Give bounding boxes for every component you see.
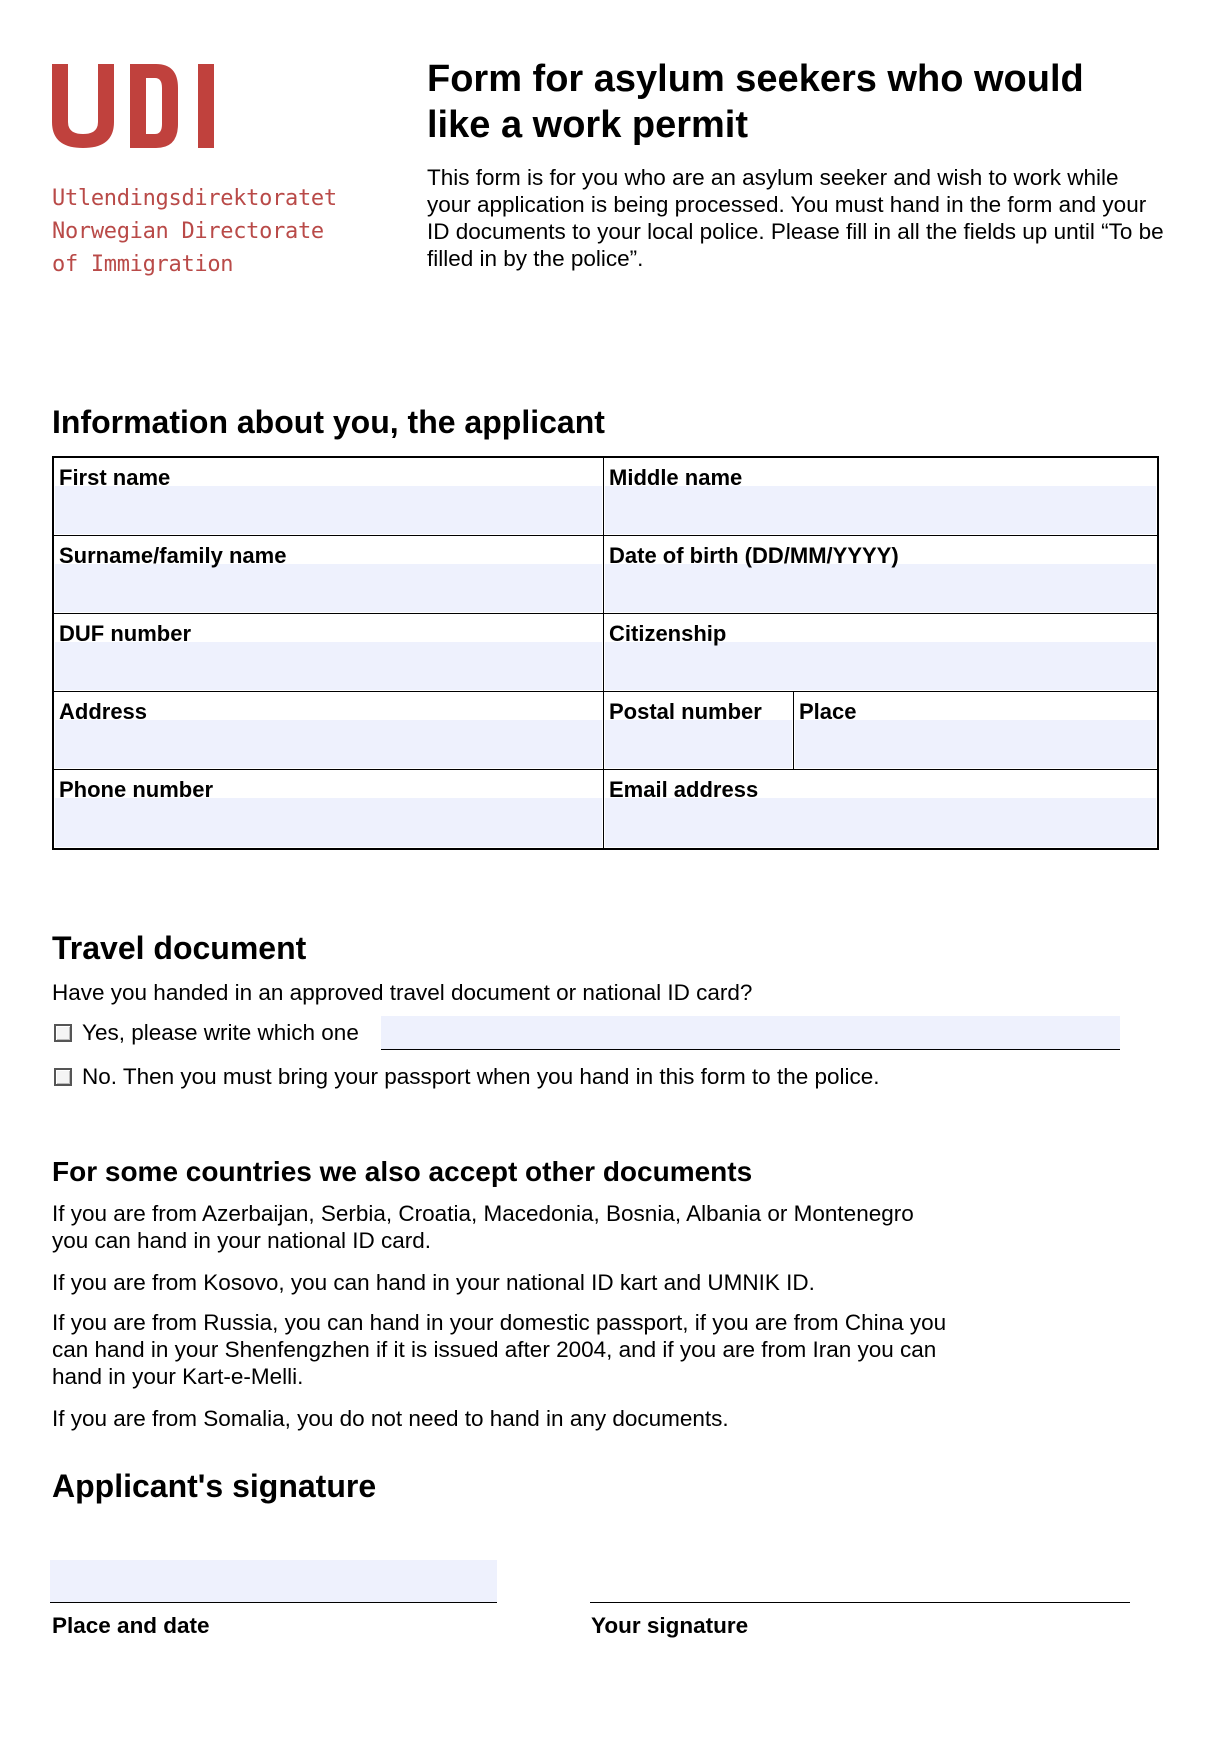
- travel-no-option: [54, 1064, 880, 1090]
- surname-cell: [54, 536, 604, 613]
- table-row: [54, 458, 1157, 536]
- travel-document-question: Have you handed in an approved travel document or national ID card?: [52, 980, 753, 1005]
- travel-yes-label: Yes, please write which one: [82, 1020, 359, 1045]
- duf-cell: [54, 614, 604, 691]
- intro-text: This form is for you who are an asylum seeker and wish to work while your application is being processed. You must hand in the form and your ID documents to your local police. Please fill in all the fields up until “To be filled in by the police”.: [427, 165, 1164, 271]
- travel-yes-checkbox[interactable]: [54, 1024, 72, 1042]
- address-field[interactable]: [55, 720, 602, 768]
- postal-label: Postal number: [609, 699, 762, 724]
- signature-heading: Applicant's signature: [52, 1468, 377, 1504]
- form-title: Form for asylum seekers who would like a work permit: [427, 58, 1084, 146]
- travel-no-label: No. Then you must bring your passport when you hand in this form to the police.: [82, 1064, 880, 1089]
- travel-document-heading: Travel document: [52, 930, 307, 966]
- middle-name-field[interactable]: [605, 486, 1156, 534]
- table-row: [54, 692, 1157, 770]
- udi-logo-mark: [52, 64, 352, 152]
- udi-wordmark-icon: [52, 64, 214, 148]
- phone-field[interactable]: [55, 798, 602, 847]
- citizenship-label: Citizenship: [609, 621, 727, 646]
- first-name-label: First name: [59, 465, 171, 490]
- other-documents-paragraph-1: If you are from Azerbaijan, Serbia, Croatia, Macedonia, Bosnia, Albania or Montenegro you can hand in your national ID card.: [52, 1201, 914, 1253]
- your-signature-label: Your signature: [591, 1613, 749, 1638]
- applicant-info-table: [52, 456, 1159, 850]
- dob-field[interactable]: [605, 564, 1156, 612]
- postal-cell: [604, 692, 794, 769]
- surname-label: Surname/family name: [59, 543, 287, 568]
- phone-cell: [54, 770, 604, 848]
- email-cell: [604, 770, 1157, 848]
- place-cell: [794, 692, 1157, 769]
- dob-label: Date of birth (DD/MM/YYYY): [609, 543, 899, 568]
- first-name-cell: [54, 458, 604, 535]
- table-row: [54, 614, 1157, 692]
- middle-name-label: Middle name: [609, 465, 743, 490]
- duf-label: DUF number: [59, 621, 191, 646]
- address-cell: [54, 692, 604, 769]
- first-name-field[interactable]: [55, 486, 602, 534]
- travel-no-checkbox[interactable]: [54, 1068, 72, 1086]
- address-label: Address: [59, 699, 148, 724]
- udi-logo: [52, 64, 352, 281]
- email-label: Email address: [609, 777, 759, 802]
- logo-line-2: Norwegian Directorate: [52, 219, 324, 244]
- place-and-date-field[interactable]: [50, 1560, 497, 1603]
- logo-line-3: of Immigration: [52, 252, 234, 277]
- citizenship-field[interactable]: [605, 642, 1156, 690]
- other-documents-paragraph-4: If you are from Somalia, you do not need to hand in any documents.: [52, 1406, 729, 1431]
- table-row: [54, 770, 1157, 848]
- other-documents-paragraph-3: If you are from Russia, you can hand in your domestic passport, if you are from China you can hand in your Shenfengzhen if it is issued after 2004, and if you are from Iran you can hand in your Kart-e-Melli.: [52, 1310, 947, 1389]
- logo-line-1: Utlendingsdirektoratet: [52, 186, 337, 211]
- applicant-info-heading: Information about you, the applicant: [52, 404, 605, 440]
- place-and-date-label: Place and date: [52, 1613, 210, 1638]
- email-field[interactable]: [605, 798, 1156, 847]
- travel-yes-option: [54, 1020, 359, 1046]
- surname-field[interactable]: [55, 564, 602, 612]
- place-field[interactable]: [795, 720, 1156, 768]
- table-row: [54, 536, 1157, 614]
- dob-cell: [604, 536, 1157, 613]
- travel-document-which-field[interactable]: [381, 1016, 1120, 1050]
- other-documents-heading: For some countries we also accept other documents: [52, 1156, 753, 1187]
- postal-field[interactable]: [605, 720, 792, 768]
- phone-label: Phone number: [59, 777, 214, 802]
- middle-name-cell: [604, 458, 1157, 535]
- signature-line[interactable]: [590, 1602, 1130, 1603]
- place-label: Place: [799, 699, 857, 724]
- other-documents-paragraph-2: If you are from Kosovo, you can hand in your national ID kart and UMNIK ID.: [52, 1270, 815, 1295]
- citizenship-cell: [604, 614, 1157, 691]
- duf-field[interactable]: [55, 642, 602, 690]
